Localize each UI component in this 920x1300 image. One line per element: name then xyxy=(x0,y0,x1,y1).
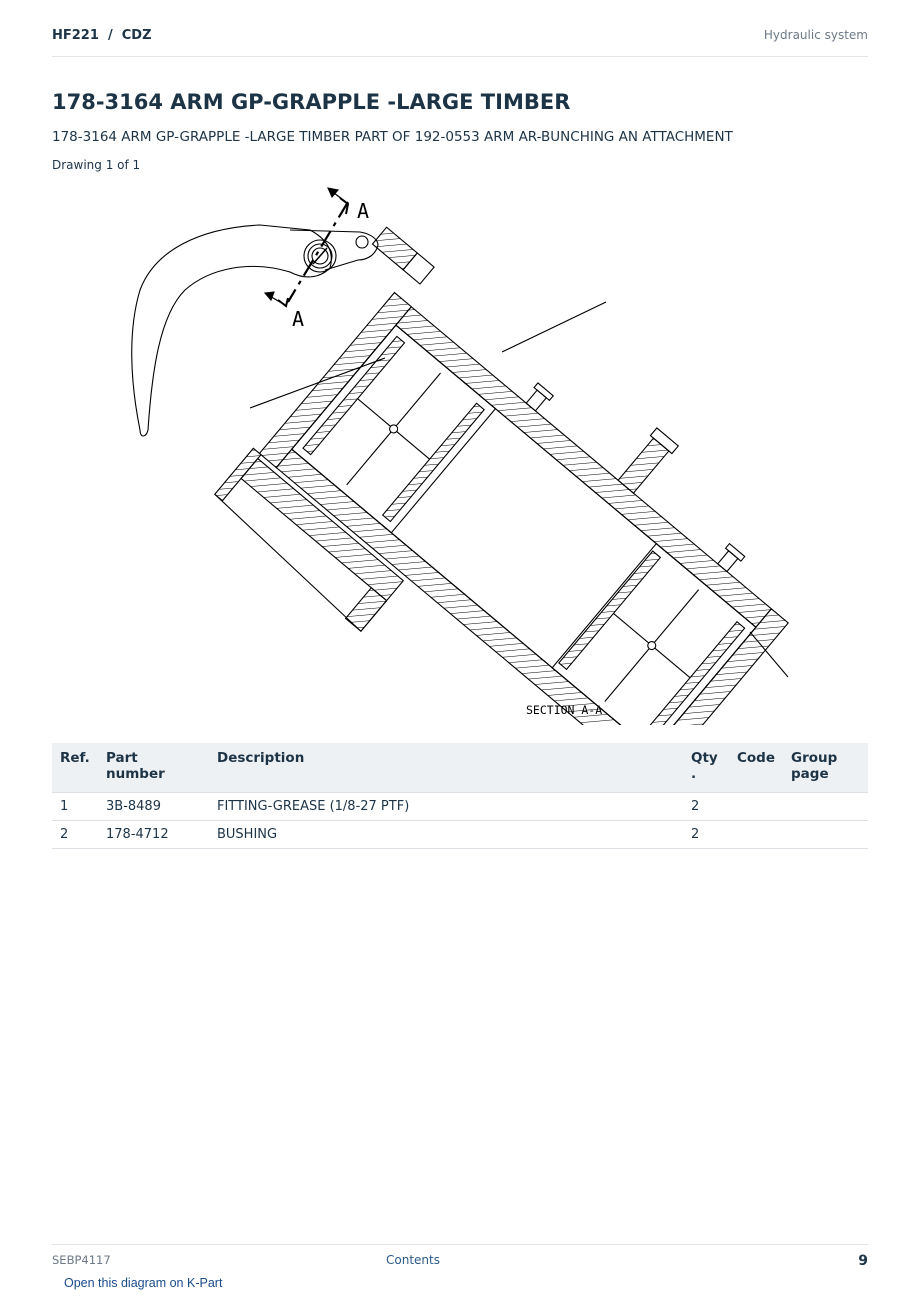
col-description: Description xyxy=(209,743,683,793)
row-description: FITTING-GREASE (1/8-27 PTF) xyxy=(209,793,683,821)
table-header-row xyxy=(52,743,868,793)
col-part-number: Part number xyxy=(98,743,209,793)
row-qty: 2 xyxy=(683,793,729,821)
row-code xyxy=(729,821,783,849)
open-kpart-link[interactable]: Open this diagram on K-Part xyxy=(64,1276,223,1290)
page-header xyxy=(52,28,868,57)
col-group-page: Group page xyxy=(783,743,868,793)
section-mark-a-bottom: A xyxy=(292,307,305,331)
row-code xyxy=(729,793,783,821)
row-ref: 1 xyxy=(52,793,98,821)
section-mark-a-top: A xyxy=(357,199,370,223)
section-name: Hydraulic system xyxy=(763,28,868,42)
col-ref: Ref. xyxy=(52,743,98,793)
row-ref: 2 xyxy=(52,821,98,849)
model-code: HF221 / CDZ xyxy=(52,28,152,43)
row-group-page xyxy=(783,821,868,849)
document-number: SEBP4117 xyxy=(52,1253,111,1267)
parts-table xyxy=(52,743,868,849)
drawing-count: Drawing 1 of 1 xyxy=(52,158,141,172)
page-subtitle: 178-3164 ARM GP-GRAPPLE -LARGE TIMBER PART OF 192-0553 ARM AR-BUNCHING AN ATTACHMENT xyxy=(52,129,733,145)
parts-diagram xyxy=(110,180,810,725)
row-part-number[interactable]: 3B-8489 xyxy=(98,793,209,821)
page-number: 9 xyxy=(858,1253,868,1269)
page-footer xyxy=(52,1244,868,1275)
contents-link[interactable]: Contents xyxy=(386,1253,440,1267)
table-row xyxy=(52,821,868,849)
table-row xyxy=(52,793,868,821)
row-part-number[interactable]: 178-4712 xyxy=(98,821,209,849)
section-caption: SECTION A-A xyxy=(526,703,603,717)
col-code: Code xyxy=(729,743,783,793)
grapple-arm-drawing xyxy=(132,188,378,436)
row-description: BUSHING xyxy=(209,821,683,849)
col-qty: Qty . xyxy=(683,743,729,793)
page-title: 178-3164 ARM GP-GRAPPLE -LARGE TIMBER xyxy=(52,90,571,114)
row-qty: 2 xyxy=(683,821,729,849)
row-group-page xyxy=(783,793,868,821)
section-a-a-drawing xyxy=(177,212,810,725)
